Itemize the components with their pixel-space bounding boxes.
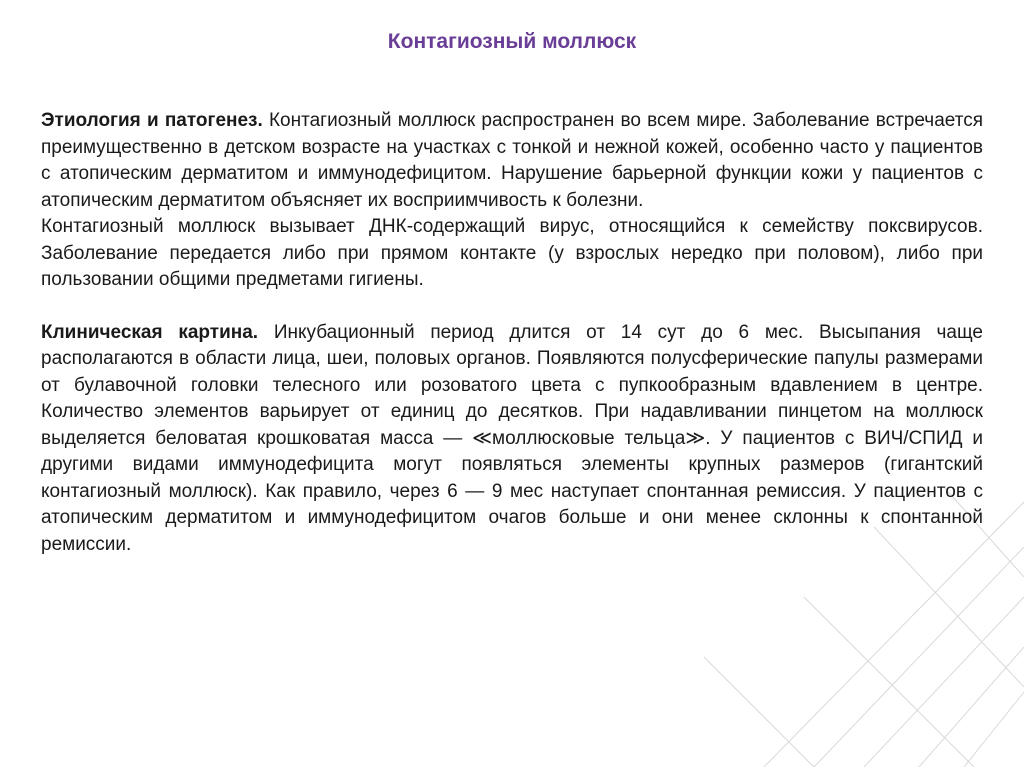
slide-body [41, 108, 983, 558]
etiology-heading: Этиология и патогенез. [41, 110, 263, 131]
etiology-text: Контагиозный моллюск распространен во всем мире. Заболевание встречается преимущественно в детском возрасте на участках с тонкой и нежной кожей, особенно часто у пациентов с атопическим дерматитом и иммунодефицитом. Нарушение барьерной функции кожи у пациентов с атопическим дерматитом объясняет их восприимчивость к болезни. [41, 110, 983, 211]
clinical-paragraph [41, 320, 983, 559]
paragraph-gap [41, 294, 983, 320]
slide-title: Контагиозный моллюск [387, 30, 637, 53]
etiology-paragraph [41, 108, 983, 214]
clinical-heading: Клиническая картина. [41, 321, 259, 343]
virus-paragraph: Контагиозный моллюск вызывает ДНК-содержащий вирус, относящийся к семейству поксвирусов. Заболевание передается либо при прямом контакте (у взрослых нередко при половом), либо при пользовании общими предметами гигиены. [41, 216, 983, 290]
clinical-text: Инкубационный период длится от 14 сут до 6 мес. Высыпания чаще располагаются в области лица, шеи, половых органов. Появляются полусферические папулы размерами от булавочной головки телесного или розоватого цвета с пупкообразным вдавлением в центре. Количество элементов варьирует от единиц до десятков. При надавливании пинцетом на моллюск выделяется беловатая крошковатая масса — ≪моллюсковые тельца≫. У пациентов с ВИЧ/СПИД и другими видами иммунодефицита могут появляться элементы крупных размеров (гигантский контагиозный моллюск). Как правило, через 6 — 9 мес наступает спонтанная ремиссия. У пациентов с атопическим дерматитом и иммунодефицитом очагов больше и они менее склонны к спонтанной ремиссии. [41, 321, 983, 555]
